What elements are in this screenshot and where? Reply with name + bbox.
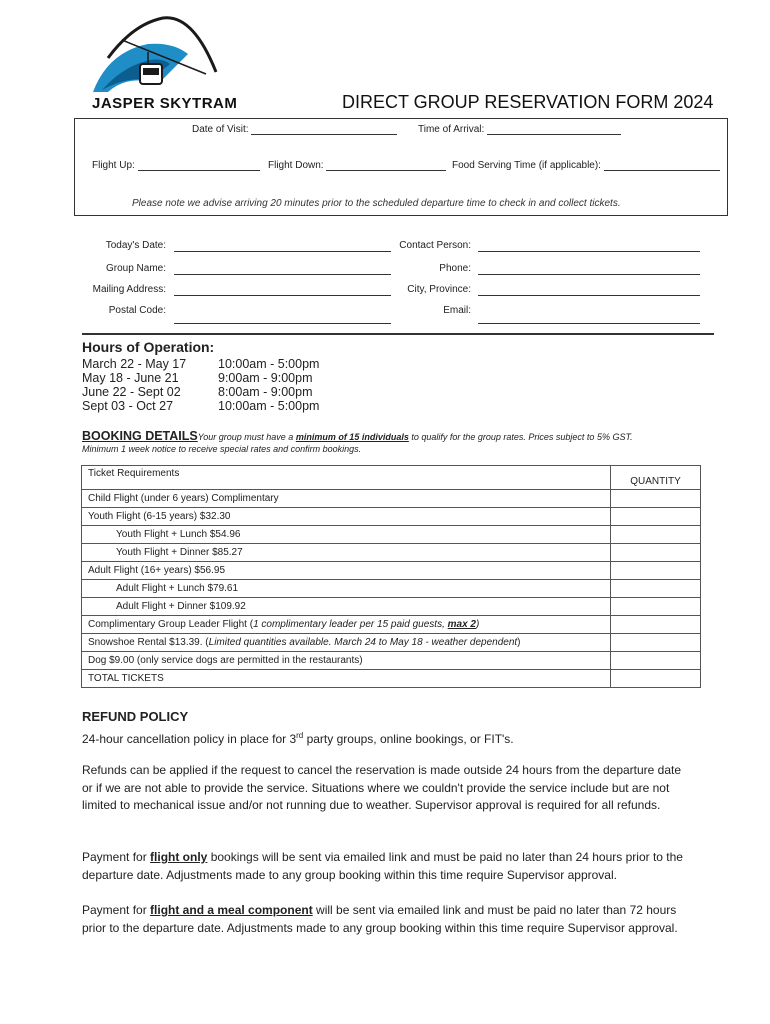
refund-paragraph: Refunds can be applied if the request to cancel the reservation is made outside 24 hours from the departure date or if we are not able to provide the service. Situations where we couldn't provide the service include but are not limited to mechanical issue and/or not running due to weather. Supervisor approval is required for all refunds. bbox=[82, 763, 682, 812]
quantity-cell[interactable] bbox=[611, 598, 701, 616]
time-of-arrival-line[interactable] bbox=[487, 134, 621, 135]
hours-row-time: 10:00am - 5:00pm bbox=[218, 357, 320, 371]
group-name-label: Group Name: bbox=[105, 263, 166, 274]
date-of-visit-field[interactable] bbox=[192, 124, 397, 135]
mailing-address-line[interactable] bbox=[174, 295, 391, 296]
total-row: TOTAL TICKETS bbox=[82, 670, 611, 688]
hours-row: Sept 03 - Oct 27 bbox=[82, 399, 174, 413]
date-of-visit-line[interactable] bbox=[251, 134, 397, 135]
mailing-address-label: Mailing Address: bbox=[92, 284, 166, 295]
group-name-line[interactable] bbox=[174, 274, 391, 275]
email-line[interactable] bbox=[478, 323, 700, 324]
hours-row: June 22 - Sept 02 bbox=[82, 385, 181, 399]
quantity-cell[interactable] bbox=[611, 526, 701, 544]
email-label: Email: bbox=[443, 305, 471, 316]
booking-intro: Your group must have a minimum of 15 individuals to qualify for the group rates. Prices subject to 5% GST. bbox=[197, 432, 633, 442]
ticket-row: Youth Flight + Dinner $85.27 bbox=[82, 544, 611, 562]
refund-title: REFUND POLICY bbox=[82, 709, 189, 724]
food-serving-label: Food Serving Time (if applicable): bbox=[452, 160, 601, 171]
flight-up-label: Flight Up: bbox=[92, 160, 135, 171]
food-serving-line[interactable] bbox=[604, 170, 720, 171]
total-quantity-cell[interactable] bbox=[611, 670, 701, 688]
food-serving-field[interactable] bbox=[452, 160, 720, 171]
contact-person-label: Contact Person: bbox=[399, 240, 471, 251]
hours-row-time: 9:00am - 9:00pm bbox=[218, 371, 313, 385]
logo bbox=[88, 14, 228, 96]
date-of-visit-label: Date of Visit: bbox=[192, 124, 249, 135]
flight-up-field[interactable] bbox=[92, 160, 260, 171]
quantity-cell[interactable] bbox=[611, 580, 701, 598]
city-province-line[interactable] bbox=[478, 295, 700, 296]
payment-flight-meal: Payment for flight and a meal component will be sent via emailed link and must be paid no later than 72 hours prior to the departure date. Adjustments made to any group booking within this time require Supervisor approval. bbox=[82, 903, 678, 935]
ticket-row: Adult Flight (16+ years) $56.95 bbox=[82, 562, 611, 580]
ticket-header: Ticket Requirements bbox=[82, 466, 611, 490]
contact-person-line[interactable] bbox=[478, 251, 700, 252]
ticket-row: Youth Flight (6-15 years) $32.30 bbox=[82, 508, 611, 526]
hours-title: Hours of Operation: bbox=[82, 339, 215, 355]
quantity-cell[interactable] bbox=[611, 508, 701, 526]
quantity-cell[interactable] bbox=[611, 544, 701, 562]
time-of-arrival-field[interactable] bbox=[418, 124, 621, 135]
ticket-row: Adult Flight + Lunch $79.61 bbox=[82, 580, 611, 598]
ticket-row: Child Flight (under 6 years) Complimentary bbox=[82, 490, 611, 508]
quantity-cell[interactable] bbox=[611, 490, 701, 508]
flight-down-label: Flight Down: bbox=[268, 160, 324, 171]
quantity-cell[interactable] bbox=[611, 562, 701, 580]
skytram-logo-icon bbox=[88, 14, 228, 96]
quantity-cell[interactable] bbox=[611, 634, 701, 652]
hours-row-time: 8:00am - 9:00pm bbox=[218, 385, 313, 399]
booking-note: Minimum 1 week notice to receive special rates and confirm bookings. bbox=[82, 444, 362, 454]
postal-code-line[interactable] bbox=[174, 323, 391, 324]
ticket-row: Snowshoe Rental $13.39. (Limited quantities available. March 24 to May 18 - weather dependent) bbox=[82, 634, 611, 652]
refund-paragraph: 24-hour cancellation policy in place for 3rd party groups, online bookings, or FIT's. bbox=[82, 731, 514, 746]
quantity-cell[interactable] bbox=[611, 652, 701, 670]
payment-flight-only: Payment for flight only bookings will be sent via emailed link and must be paid no later than 24 hours prior to the departure date. Adjustments made to any group booking within this time require Supervisor approval. bbox=[82, 850, 683, 882]
city-province-label: City, Province: bbox=[407, 284, 471, 295]
ticket-row: Complimentary Group Leader Flight (1 complimentary leader per 15 paid guests, max 2) bbox=[82, 616, 611, 634]
ticket-row: Dog $9.00 (only service dogs are permitted in the restaurants) bbox=[82, 652, 611, 670]
time-of-arrival-label: Time of Arrival: bbox=[418, 124, 485, 135]
quantity-header: QUANTITY bbox=[611, 466, 701, 490]
todays-date-label: Today's Date: bbox=[105, 240, 166, 251]
section-divider bbox=[82, 333, 714, 335]
hours-row: March 22 - May 17 bbox=[82, 357, 187, 371]
quantity-cell[interactable] bbox=[611, 616, 701, 634]
flight-up-line[interactable] bbox=[138, 170, 260, 171]
phone-label: Phone: bbox=[439, 263, 471, 274]
booking-heading bbox=[82, 429, 633, 443]
flight-down-line[interactable] bbox=[326, 170, 446, 171]
todays-date-line[interactable] bbox=[174, 251, 391, 252]
ticket-table bbox=[81, 465, 701, 688]
hours-row: May 18 - June 21 bbox=[82, 371, 179, 385]
arrival-note: Please note we advise arriving 20 minutes prior to the scheduled departure time to check in and collect tickets. bbox=[132, 198, 621, 209]
postal-code-label: Postal Code: bbox=[108, 305, 166, 316]
phone-line[interactable] bbox=[478, 274, 700, 275]
logo-name: JASPER SKYTRAM bbox=[92, 95, 238, 112]
form-title: DIRECT GROUP RESERVATION FORM 2024 bbox=[342, 92, 714, 112]
flight-down-field[interactable] bbox=[268, 160, 446, 171]
ticket-row: Adult Flight + Dinner $109.92 bbox=[82, 598, 611, 616]
hours-row-time: 10:00am - 5:00pm bbox=[218, 399, 320, 413]
booking-title: BOOKING DETAILS bbox=[82, 429, 198, 443]
ticket-row: Youth Flight + Lunch $54.96 bbox=[82, 526, 611, 544]
